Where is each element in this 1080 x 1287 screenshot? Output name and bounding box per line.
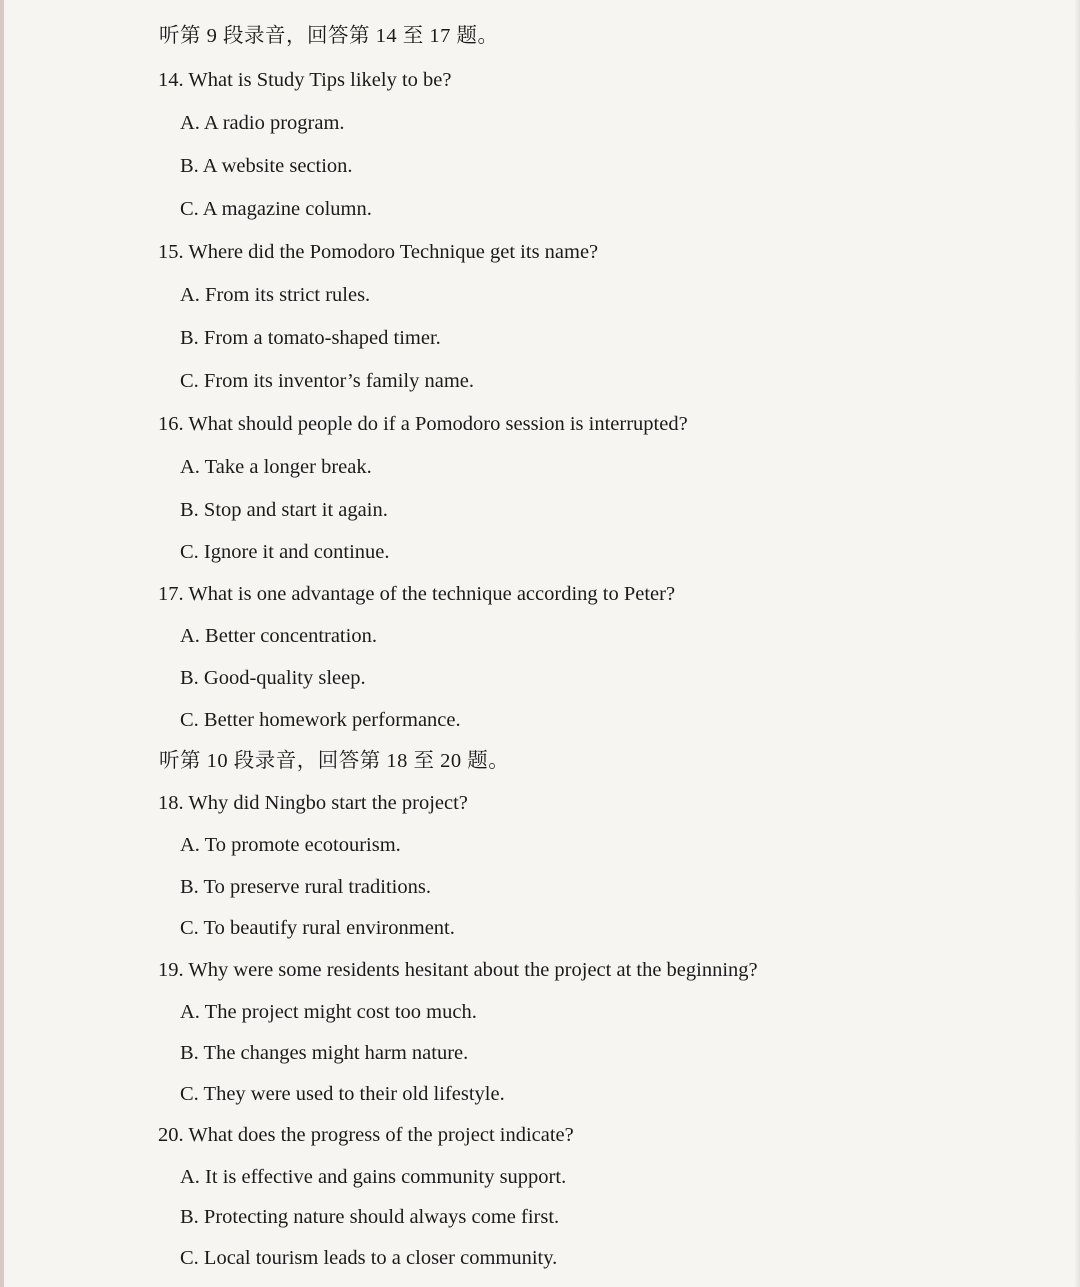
option-17b: B. Good-quality sleep. [180, 667, 366, 689]
option-18c: C. To beautify rural environment. [180, 917, 455, 939]
option-19b: B. The changes might harm nature. [180, 1042, 469, 1064]
page-right-edge [1074, 0, 1080, 1287]
option-17a: A. Better concentration. [180, 625, 377, 647]
page-left-edge [0, 0, 4, 1287]
question-20: 20. What does the progress of the project indicate? [158, 1124, 574, 1146]
option-17c: C. Better homework performance. [180, 709, 461, 731]
option-14b: B. A website section. [180, 155, 353, 177]
question-18: 18. Why did Ningbo start the project? [158, 792, 468, 814]
option-15a: A. From its strict rules. [180, 284, 371, 306]
question-19: 19. Why were some residents hesitant about the project at the beginning? [158, 959, 758, 981]
option-16c: C. Ignore it and continue. [180, 541, 390, 563]
question-17: 17. What is one advantage of the technique according to Peter? [158, 583, 676, 605]
question-14: 14. What is Study Tips likely to be? [158, 69, 452, 91]
option-18b: B. To preserve rural traditions. [180, 876, 431, 898]
option-15c: C. From its inventor’s family name. [180, 370, 474, 392]
question-15: 15. Where did the Pomodoro Technique get its name? [158, 241, 599, 263]
option-15b: B. From a tomato-shaped timer. [180, 327, 441, 349]
option-20a: A. It is effective and gains community support. [180, 1166, 567, 1188]
option-14c: C. A magazine column. [180, 198, 372, 220]
option-16a: A. Take a longer break. [180, 456, 372, 478]
option-16b: B. Stop and start it again. [180, 499, 388, 521]
section-heading-9: 听第 9 段录音，回答第 14 至 17 题。 [159, 25, 499, 47]
option-14a: A. A radio program. [180, 112, 345, 134]
option-19c: C. They were used to their old lifestyle. [180, 1083, 505, 1105]
question-16: 16. What should people do if a Pomodoro session is interrupted? [158, 413, 688, 435]
section-heading-10: 听第 10 段录音，回答第 18 至 20 题。 [159, 750, 510, 772]
option-19a: A. The project might cost too much. [180, 1001, 477, 1023]
option-20c: C. Local tourism leads to a closer community. [180, 1247, 558, 1269]
option-18a: A. To promote ecotourism. [180, 834, 401, 856]
option-20b: B. Protecting nature should always come first. [180, 1206, 560, 1228]
